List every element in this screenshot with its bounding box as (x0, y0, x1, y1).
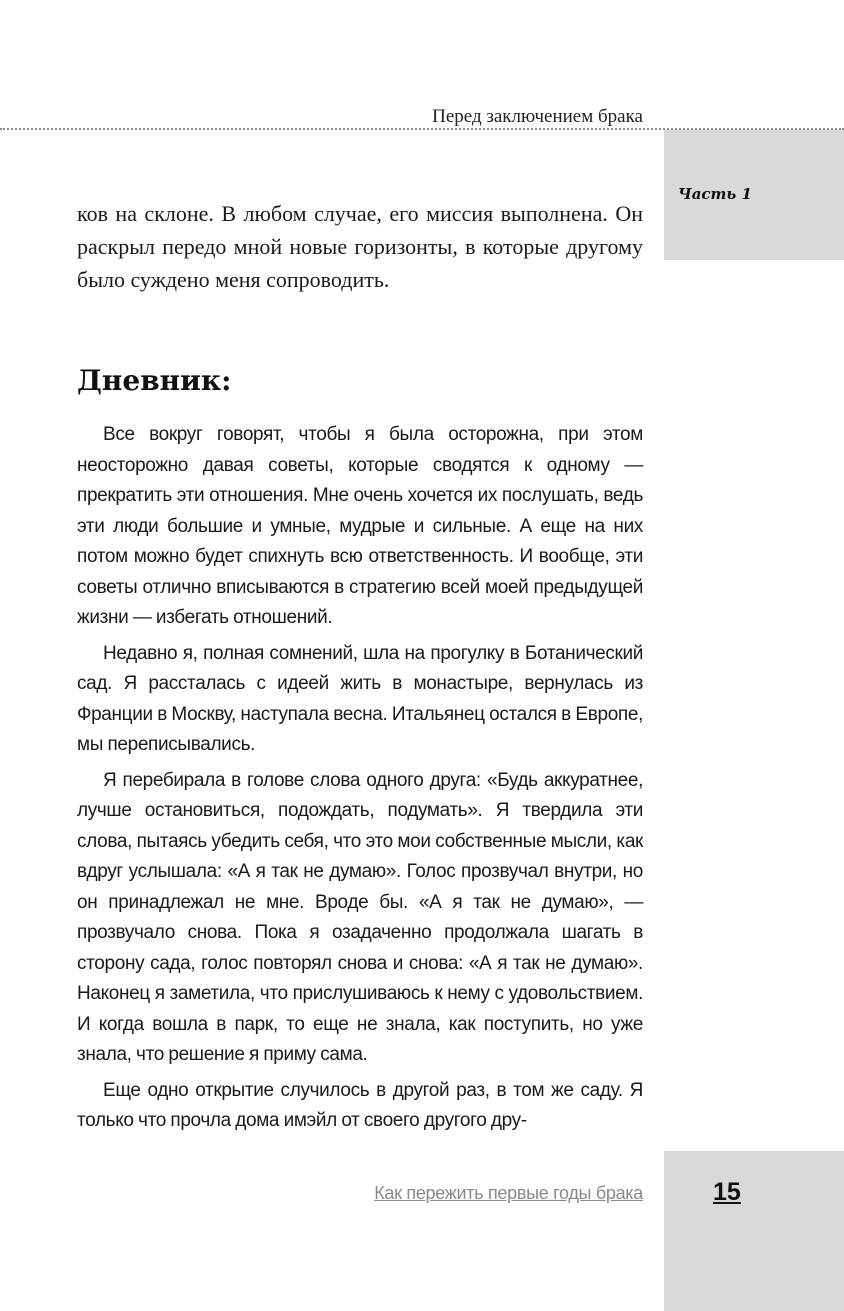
page-number: 15 (713, 1178, 741, 1206)
paragraph: Недавно я, полная сомнений, шла на прогулку в Ботанический сад. Я рассталась с идеей жить в монастыре, вернулась из Франции в Москву, наступала весна. Итальянец остался в Европе, мы переписывались. (77, 642, 643, 755)
paragraph: Еще одно открытие случилось в другой раз, в том же саду. Я только что прочла дома имэйл от своего другого дру- (77, 1079, 643, 1131)
page-number-tab (664, 1151, 844, 1311)
running-head: Перед заключением брака (432, 106, 643, 127)
section-heading: Дневник: (77, 364, 232, 397)
paragraph: Я перебирала в голове слова одного друга: «Будь аккуратнее, лучше остановиться, подождать, подумать». Я твердила эти слова, пытаясь убедить себя, что это мои собственные мысли, как вдруг услышала: «А я так не думаю». Голос прозвучал внутри, но он принадлежал не мне. Вроде бы. «А я так не думаю», — прозвучало снова. Пока я озадаченно продолжала шагать в сторону сада, голос повторял снова и снова: «А я так не думаю». Наконец я заметила, что прислушиваюсь к нему с удовольствием. И когда вошла в парк, то еще не знала, как поступить, но уже знала, что решение я приму сама. (77, 769, 643, 1065)
diary-body (77, 420, 643, 1142)
part-label: Часть 1 (678, 185, 752, 203)
footer-book-title: Как пережить первые годы брака (374, 1183, 643, 1203)
intro-text (77, 197, 643, 296)
part-tab (664, 130, 844, 260)
paragraph: Все вокруг говорят, чтобы я была осторожна, при этом неосторожно давая советы, которые сводятся к одному — прекратить эти отношения. Мне очень хочется их послушать, ведь эти люди большие и умные, мудрые и сильные. А еще на них потом можно будет спихнуть всю ответственность. И вообще, эти советы отлично вписываются в стратегию всей моей предыдущей жизни — избегать отношений. (77, 424, 643, 628)
intro-paragraph: ков на склоне. В любом случае, его миссия выполнена. Он раскрыл передо мной новые горизонты, в которые другому было суждено меня сопроводить. (77, 201, 643, 292)
